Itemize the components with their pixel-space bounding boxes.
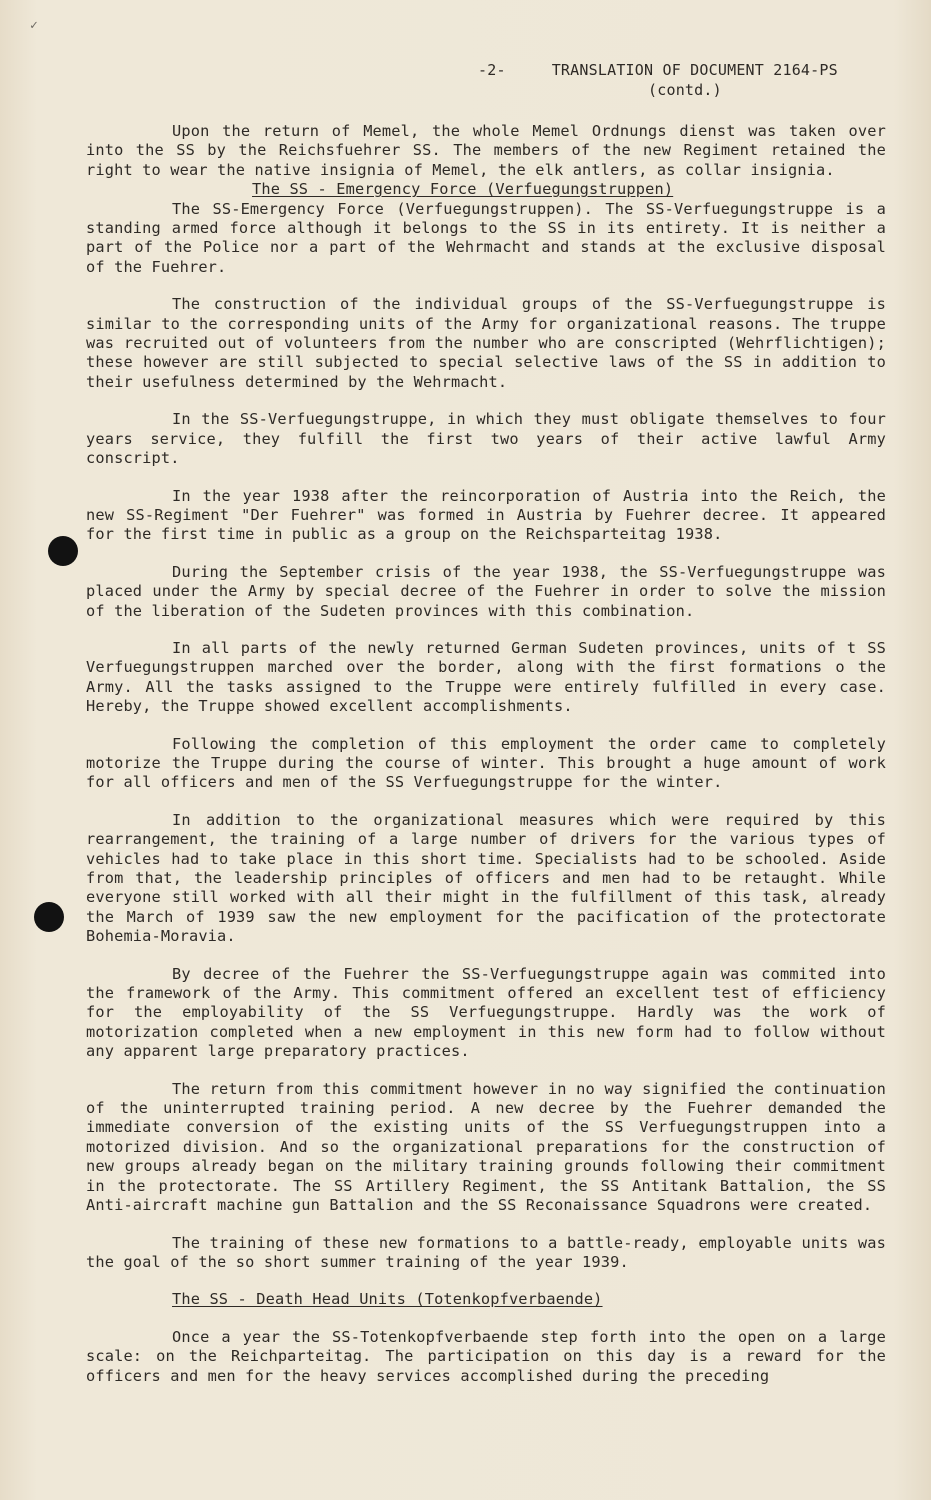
paragraph: Once a year the SS-Totenkopfverbaende step forth into the open on a large scale: on the Reichparteitag. The participation on this day is a reward for the officers and men for the heavy services accomplished during the preceding xyxy=(86,1327,886,1385)
paragraph: In addition to the organizational measures which were required by this rearrangement, the training of a large number of drivers for the various types of vehicles had to take place in this short time. Specialists had to be schooled. Aside from that, the leadership principles of officers and men had to be retaught. While everyone still worked with all their might in the fulfillment of this task, already the March of 1939 saw the new employment for the pacification of the protectorate Bohemia-Moravia. xyxy=(86,810,886,946)
document-title: TRANSLATION OF DOCUMENT 2164-PS xyxy=(551,61,838,79)
paragraph: The training of these new formations to a battle-ready, employable units was the goal of the so short summer training of the year 1939. xyxy=(86,1233,886,1271)
pencil-tick-mark: ✓ xyxy=(30,18,38,33)
punch-hole-bottom xyxy=(34,902,64,932)
paragraph: By decree of the Fuehrer the SS-Verfuegungstruppe again was commited into the framework of the Army. This commitment offered an excellent test of efficiency for the employability of the SS Verfuegungstruppe. Hardly was the work of motorization completed when a new employment in this new form had to follow without any apparent large preparatory practices. xyxy=(86,964,886,1061)
paragraph: In the year 1938 after the reincorporation of Austria into the Reich, the new SS-Regiment "Der Fuehrer" was formed in Austria by Fuehrer decree. It appeared for the first time in public as a group on the Reichsparteitag 1938. xyxy=(86,486,886,544)
page-number: -2- xyxy=(478,61,506,79)
paragraph: Upon the return of Memel, the whole Memel Ordnungs dienst was taken over into the SS by the Reichsfuehrer SS. The members of the new Regiment retained the right to wear the native insignia of Memel, the elk antlers, as collar insignia. xyxy=(86,122,886,179)
continued-label: (contd.) xyxy=(648,81,722,99)
section-heading-death-head-units: The SS - Death Head Units (Totenkopfverbaende) xyxy=(172,1290,603,1309)
paragraph: Following the completion of this employment the order came to completely motorize the Truppe during the course of winter. This brought a huge amount of work for all officers and men of the SS Verfuegungstruppe for the winter. xyxy=(86,734,886,792)
paragraph: In the SS-Verfuegungstruppe, in which they must obligate themselves to four years service, they fulfill the first two years of their active lawful Army conscript. xyxy=(86,410,886,468)
section-heading-emergency-force: The SS - Emergency Force (Verfuegungstruppen) xyxy=(252,180,674,199)
document-body xyxy=(86,122,886,1404)
paragraph: The construction of the individual groups of the SS-Verfuegungstruppe is similar to the corresponding units of the Army for organizational reasons. The truppe was recruited out of volunteers from the number who are conscripted (Wehrflichtigen); these however are still subjected to special selective laws of the SS in addition to their usefulness determined by the Wehrmacht. xyxy=(86,295,886,391)
paragraph: The return from this commitment however in no way signified the continuation of the uninterrupted training period. A new decree by the Fuehrer demanded the immediate conversion of the existing units of the SS Verfuegungstruppen into a motorized division. And so the organizational preparations for the construction of new groups already began on the military training grounds following their commitment in the protectorate. The SS Artillery Regiment, the SS Antitank Battalion, the SS Anti-aircraft machine gun Battalion and the SS Reconaissance Squadrons were created. xyxy=(86,1079,886,1215)
paragraph: The SS-Emergency Force (Verfuegungstruppen). The SS-Verfuegungstruppe is a standing armed force although it belongs to the SS in its entirety. It is neither a part of the Police nor a part of the Wehrmacht and stands at the exclusive disposal of the Fuehrer. xyxy=(86,199,886,276)
paragraph: During the September crisis of the year 1938, the SS-Verfuegungstruppe was placed under the Army by special decree of the Fuehrer in order to solve the mission of the liberation of the Sudeten provinces with this combination. xyxy=(86,562,886,620)
punch-hole-top xyxy=(48,536,78,566)
document-header xyxy=(478,60,898,100)
paragraph: In all parts of the newly returned German Sudeten provinces, units of t SS Verfuegungstruppen marched over the border, along with the first formations o the Army. All the tasks assigned to the Truppe were entirely fulfilled in every case. Hereby, the Truppe showed excellent accomplishments. xyxy=(86,638,886,716)
